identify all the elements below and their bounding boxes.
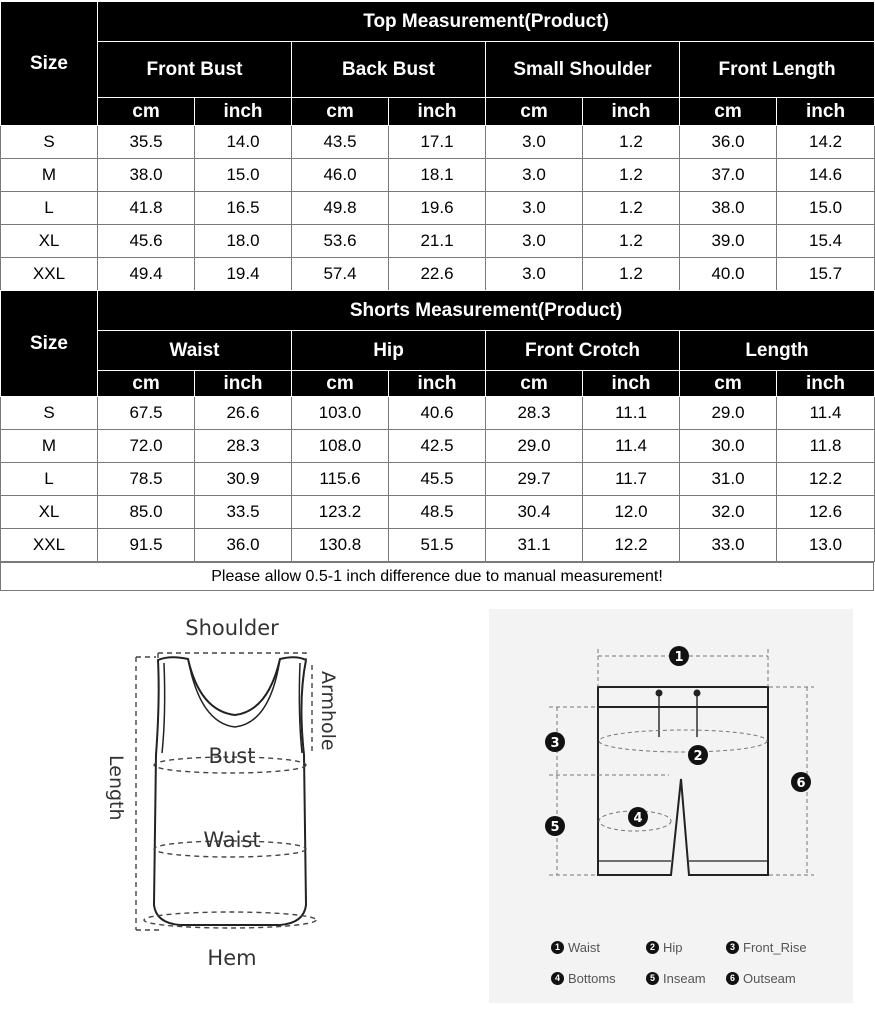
measurement-cell: 43.5 bbox=[292, 126, 389, 159]
armhole-label: Armhole bbox=[317, 671, 339, 751]
measurement-cell: 1.2 bbox=[583, 159, 680, 192]
column-group-header: Front Bust bbox=[98, 42, 292, 98]
table-row bbox=[1, 159, 875, 192]
legend-item bbox=[726, 970, 796, 986]
measurement-cell: 15.4 bbox=[777, 225, 875, 258]
legend-number: 3 bbox=[726, 941, 739, 954]
measurement-cell: 19.4 bbox=[195, 258, 292, 291]
shorts-outline bbox=[598, 687, 768, 875]
shorts-diagram bbox=[489, 609, 853, 909]
measurement-cell: 3.0 bbox=[486, 192, 583, 225]
marker-front-rise: 3 bbox=[550, 736, 560, 751]
unit-header: inch bbox=[195, 371, 292, 397]
table-row bbox=[1, 192, 875, 225]
measurement-cell: 3.0 bbox=[486, 126, 583, 159]
unit-header: cm bbox=[486, 371, 583, 397]
measurement-cell: 123.2 bbox=[292, 496, 389, 529]
unit-header: cm bbox=[486, 98, 583, 126]
measurement-cell: 11.4 bbox=[777, 397, 875, 430]
measurement-cell: 39.0 bbox=[680, 225, 777, 258]
unit-header: cm bbox=[292, 371, 389, 397]
measurement-cell: 108.0 bbox=[292, 430, 389, 463]
measurement-cell: 31.1 bbox=[486, 529, 583, 562]
measurement-cell: 12.2 bbox=[583, 529, 680, 562]
measure-lines bbox=[136, 653, 316, 930]
legend-item bbox=[646, 939, 683, 955]
table-row bbox=[1, 463, 875, 496]
legend-number: 1 bbox=[551, 941, 564, 954]
legend-label: Waist bbox=[568, 940, 601, 956]
unit-header: cm bbox=[98, 371, 195, 397]
row-size: L bbox=[1, 192, 98, 225]
measurement-cell: 1.2 bbox=[583, 126, 680, 159]
marker-bottoms: 4 bbox=[633, 811, 643, 826]
row-size: XXL bbox=[1, 258, 98, 291]
measurement-cell: 11.4 bbox=[583, 430, 680, 463]
marker-hip: 2 bbox=[693, 749, 703, 764]
measurement-cell: 3.0 bbox=[486, 225, 583, 258]
measurement-cell: 28.3 bbox=[486, 397, 583, 430]
measurement-cell: 85.0 bbox=[98, 496, 195, 529]
measurement-cell: 32.0 bbox=[680, 496, 777, 529]
row-size: S bbox=[1, 126, 98, 159]
measurement-cell: 130.8 bbox=[292, 529, 389, 562]
column-group-header: Hip bbox=[292, 331, 486, 371]
measurement-cell: 22.6 bbox=[389, 258, 486, 291]
column-group-header: Front Crotch bbox=[486, 331, 680, 371]
measurement-cell: 15.0 bbox=[195, 159, 292, 192]
measurement-cell: 14.0 bbox=[195, 126, 292, 159]
measurement-cell: 78.5 bbox=[98, 463, 195, 496]
measurement-cell: 42.5 bbox=[389, 430, 486, 463]
measurement-cell: 91.5 bbox=[98, 529, 195, 562]
measurement-cell: 26.6 bbox=[195, 397, 292, 430]
legend-label: Outseam bbox=[743, 971, 796, 987]
measurement-cell: 18.0 bbox=[195, 225, 292, 258]
hem-label: Hem bbox=[207, 946, 257, 970]
measurement-cell: 37.0 bbox=[680, 159, 777, 192]
legend-number: 5 bbox=[646, 972, 659, 985]
legend-number: 6 bbox=[726, 972, 739, 985]
legend-label: Inseam bbox=[663, 971, 706, 987]
measurement-cell: 14.2 bbox=[777, 126, 875, 159]
measurement-cell: 115.6 bbox=[292, 463, 389, 496]
table-row bbox=[1, 258, 875, 291]
measurement-cell: 48.5 bbox=[389, 496, 486, 529]
measurement-cell: 30.0 bbox=[680, 430, 777, 463]
size-header: Size bbox=[1, 2, 98, 126]
unit-header: cm bbox=[292, 98, 389, 126]
table-row bbox=[1, 397, 875, 430]
measurement-cell: 46.0 bbox=[292, 159, 389, 192]
measurement-cell: 1.2 bbox=[583, 258, 680, 291]
measurement-cell: 45.5 bbox=[389, 463, 486, 496]
measurement-cell: 28.3 bbox=[195, 430, 292, 463]
row-size: L bbox=[1, 463, 98, 496]
legend-number: 4 bbox=[551, 972, 564, 985]
measurement-cell: 12.0 bbox=[583, 496, 680, 529]
measurement-cell: 29.7 bbox=[486, 463, 583, 496]
unit-header: inch bbox=[389, 371, 486, 397]
legend-item bbox=[551, 939, 600, 955]
legend-label: Bottoms bbox=[568, 971, 616, 987]
top-measurement-table bbox=[0, 1, 875, 291]
unit-header: inch bbox=[777, 371, 875, 397]
tank-top-diagram bbox=[100, 605, 360, 975]
measurement-cell: 53.6 bbox=[292, 225, 389, 258]
measurement-cell: 15.0 bbox=[777, 192, 875, 225]
measurement-cell: 31.0 bbox=[680, 463, 777, 496]
measurement-cell: 13.0 bbox=[777, 529, 875, 562]
measurement-cell: 36.0 bbox=[195, 529, 292, 562]
measurement-cell: 1.2 bbox=[583, 225, 680, 258]
measurement-cell: 35.5 bbox=[98, 126, 195, 159]
measurement-note: Please allow 0.5-1 inch difference due to manual measurement! bbox=[0, 562, 874, 591]
measurement-cell: 1.2 bbox=[583, 192, 680, 225]
unit-header: cm bbox=[680, 98, 777, 126]
measurement-cell: 14.6 bbox=[777, 159, 875, 192]
column-group-header: Length bbox=[680, 331, 875, 371]
tank-top-outline bbox=[154, 657, 306, 925]
measurement-cell: 16.5 bbox=[195, 192, 292, 225]
table-row bbox=[1, 126, 875, 159]
measurement-cell: 67.5 bbox=[98, 397, 195, 430]
row-size: XXL bbox=[1, 529, 98, 562]
measurement-cell: 11.8 bbox=[777, 430, 875, 463]
measurement-cell: 49.4 bbox=[98, 258, 195, 291]
measurement-cell: 51.5 bbox=[389, 529, 486, 562]
marker-outseam: 6 bbox=[796, 776, 806, 791]
unit-header: cm bbox=[98, 98, 195, 126]
measurement-cell: 40.0 bbox=[680, 258, 777, 291]
row-size: M bbox=[1, 430, 98, 463]
measurement-cell: 30.4 bbox=[486, 496, 583, 529]
shorts-measurement-table bbox=[0, 290, 875, 562]
measurement-cell: 12.6 bbox=[777, 496, 875, 529]
measurement-cell: 72.0 bbox=[98, 430, 195, 463]
measurement-cell: 41.8 bbox=[98, 192, 195, 225]
table-row bbox=[1, 496, 875, 529]
row-size: XL bbox=[1, 225, 98, 258]
table-row bbox=[1, 225, 875, 258]
measurement-cell: 49.8 bbox=[292, 192, 389, 225]
measurement-cell: 33.5 bbox=[195, 496, 292, 529]
unit-header: inch bbox=[195, 98, 292, 126]
measurement-cell: 11.1 bbox=[583, 397, 680, 430]
waist-label: Waist bbox=[203, 828, 261, 852]
legend-item bbox=[646, 970, 706, 986]
measurement-cell: 15.7 bbox=[777, 258, 875, 291]
measurement-cell: 103.0 bbox=[292, 397, 389, 430]
column-group-header: Small Shoulder bbox=[486, 42, 680, 98]
table-title: Top Measurement(Product) bbox=[98, 2, 875, 42]
legend-label: Front_Rise bbox=[743, 940, 807, 956]
row-size: M bbox=[1, 159, 98, 192]
measurement-cell: 40.6 bbox=[389, 397, 486, 430]
bust-label: Bust bbox=[208, 744, 256, 768]
marker-inseam: 5 bbox=[550, 820, 560, 835]
measurement-cell: 57.4 bbox=[292, 258, 389, 291]
measurement-cell: 30.9 bbox=[195, 463, 292, 496]
measurement-cell: 29.0 bbox=[486, 430, 583, 463]
unit-header: inch bbox=[583, 371, 680, 397]
measurement-cell: 36.0 bbox=[680, 126, 777, 159]
measurement-cell: 17.1 bbox=[389, 126, 486, 159]
measurement-cell: 12.2 bbox=[777, 463, 875, 496]
row-size: S bbox=[1, 397, 98, 430]
length-label: Length bbox=[105, 755, 127, 821]
table-row bbox=[1, 430, 875, 463]
row-size: XL bbox=[1, 496, 98, 529]
unit-header: cm bbox=[680, 371, 777, 397]
measurement-cell: 45.6 bbox=[98, 225, 195, 258]
measurement-cell: 3.0 bbox=[486, 258, 583, 291]
measurement-cell: 3.0 bbox=[486, 159, 583, 192]
measurement-cell: 38.0 bbox=[680, 192, 777, 225]
measurement-cell: 33.0 bbox=[680, 529, 777, 562]
unit-header: inch bbox=[583, 98, 680, 126]
table-title: Shorts Measurement(Product) bbox=[98, 291, 875, 331]
measurement-cell: 18.1 bbox=[389, 159, 486, 192]
measurement-cell: 29.0 bbox=[680, 397, 777, 430]
measurement-cell: 38.0 bbox=[98, 159, 195, 192]
shoulder-label: Shoulder bbox=[185, 616, 279, 640]
column-group-header: Front Length bbox=[680, 42, 875, 98]
legend-label: Hip bbox=[663, 940, 683, 956]
measurement-cell: 11.7 bbox=[583, 463, 680, 496]
size-header: Size bbox=[1, 291, 98, 397]
measurement-cell: 21.1 bbox=[389, 225, 486, 258]
unit-header: inch bbox=[389, 98, 486, 126]
measurement-cell: 19.6 bbox=[389, 192, 486, 225]
legend-number: 2 bbox=[646, 941, 659, 954]
table-row bbox=[1, 529, 875, 562]
unit-header: inch bbox=[777, 98, 875, 126]
column-group-header: Back Bust bbox=[292, 42, 486, 98]
legend-item bbox=[726, 939, 807, 955]
marker-waist: 1 bbox=[674, 650, 684, 665]
column-group-header: Waist bbox=[98, 331, 292, 371]
legend-item bbox=[551, 970, 616, 986]
shorts-measure-lines bbox=[549, 649, 814, 875]
shorts-diagram-panel bbox=[489, 609, 853, 1003]
